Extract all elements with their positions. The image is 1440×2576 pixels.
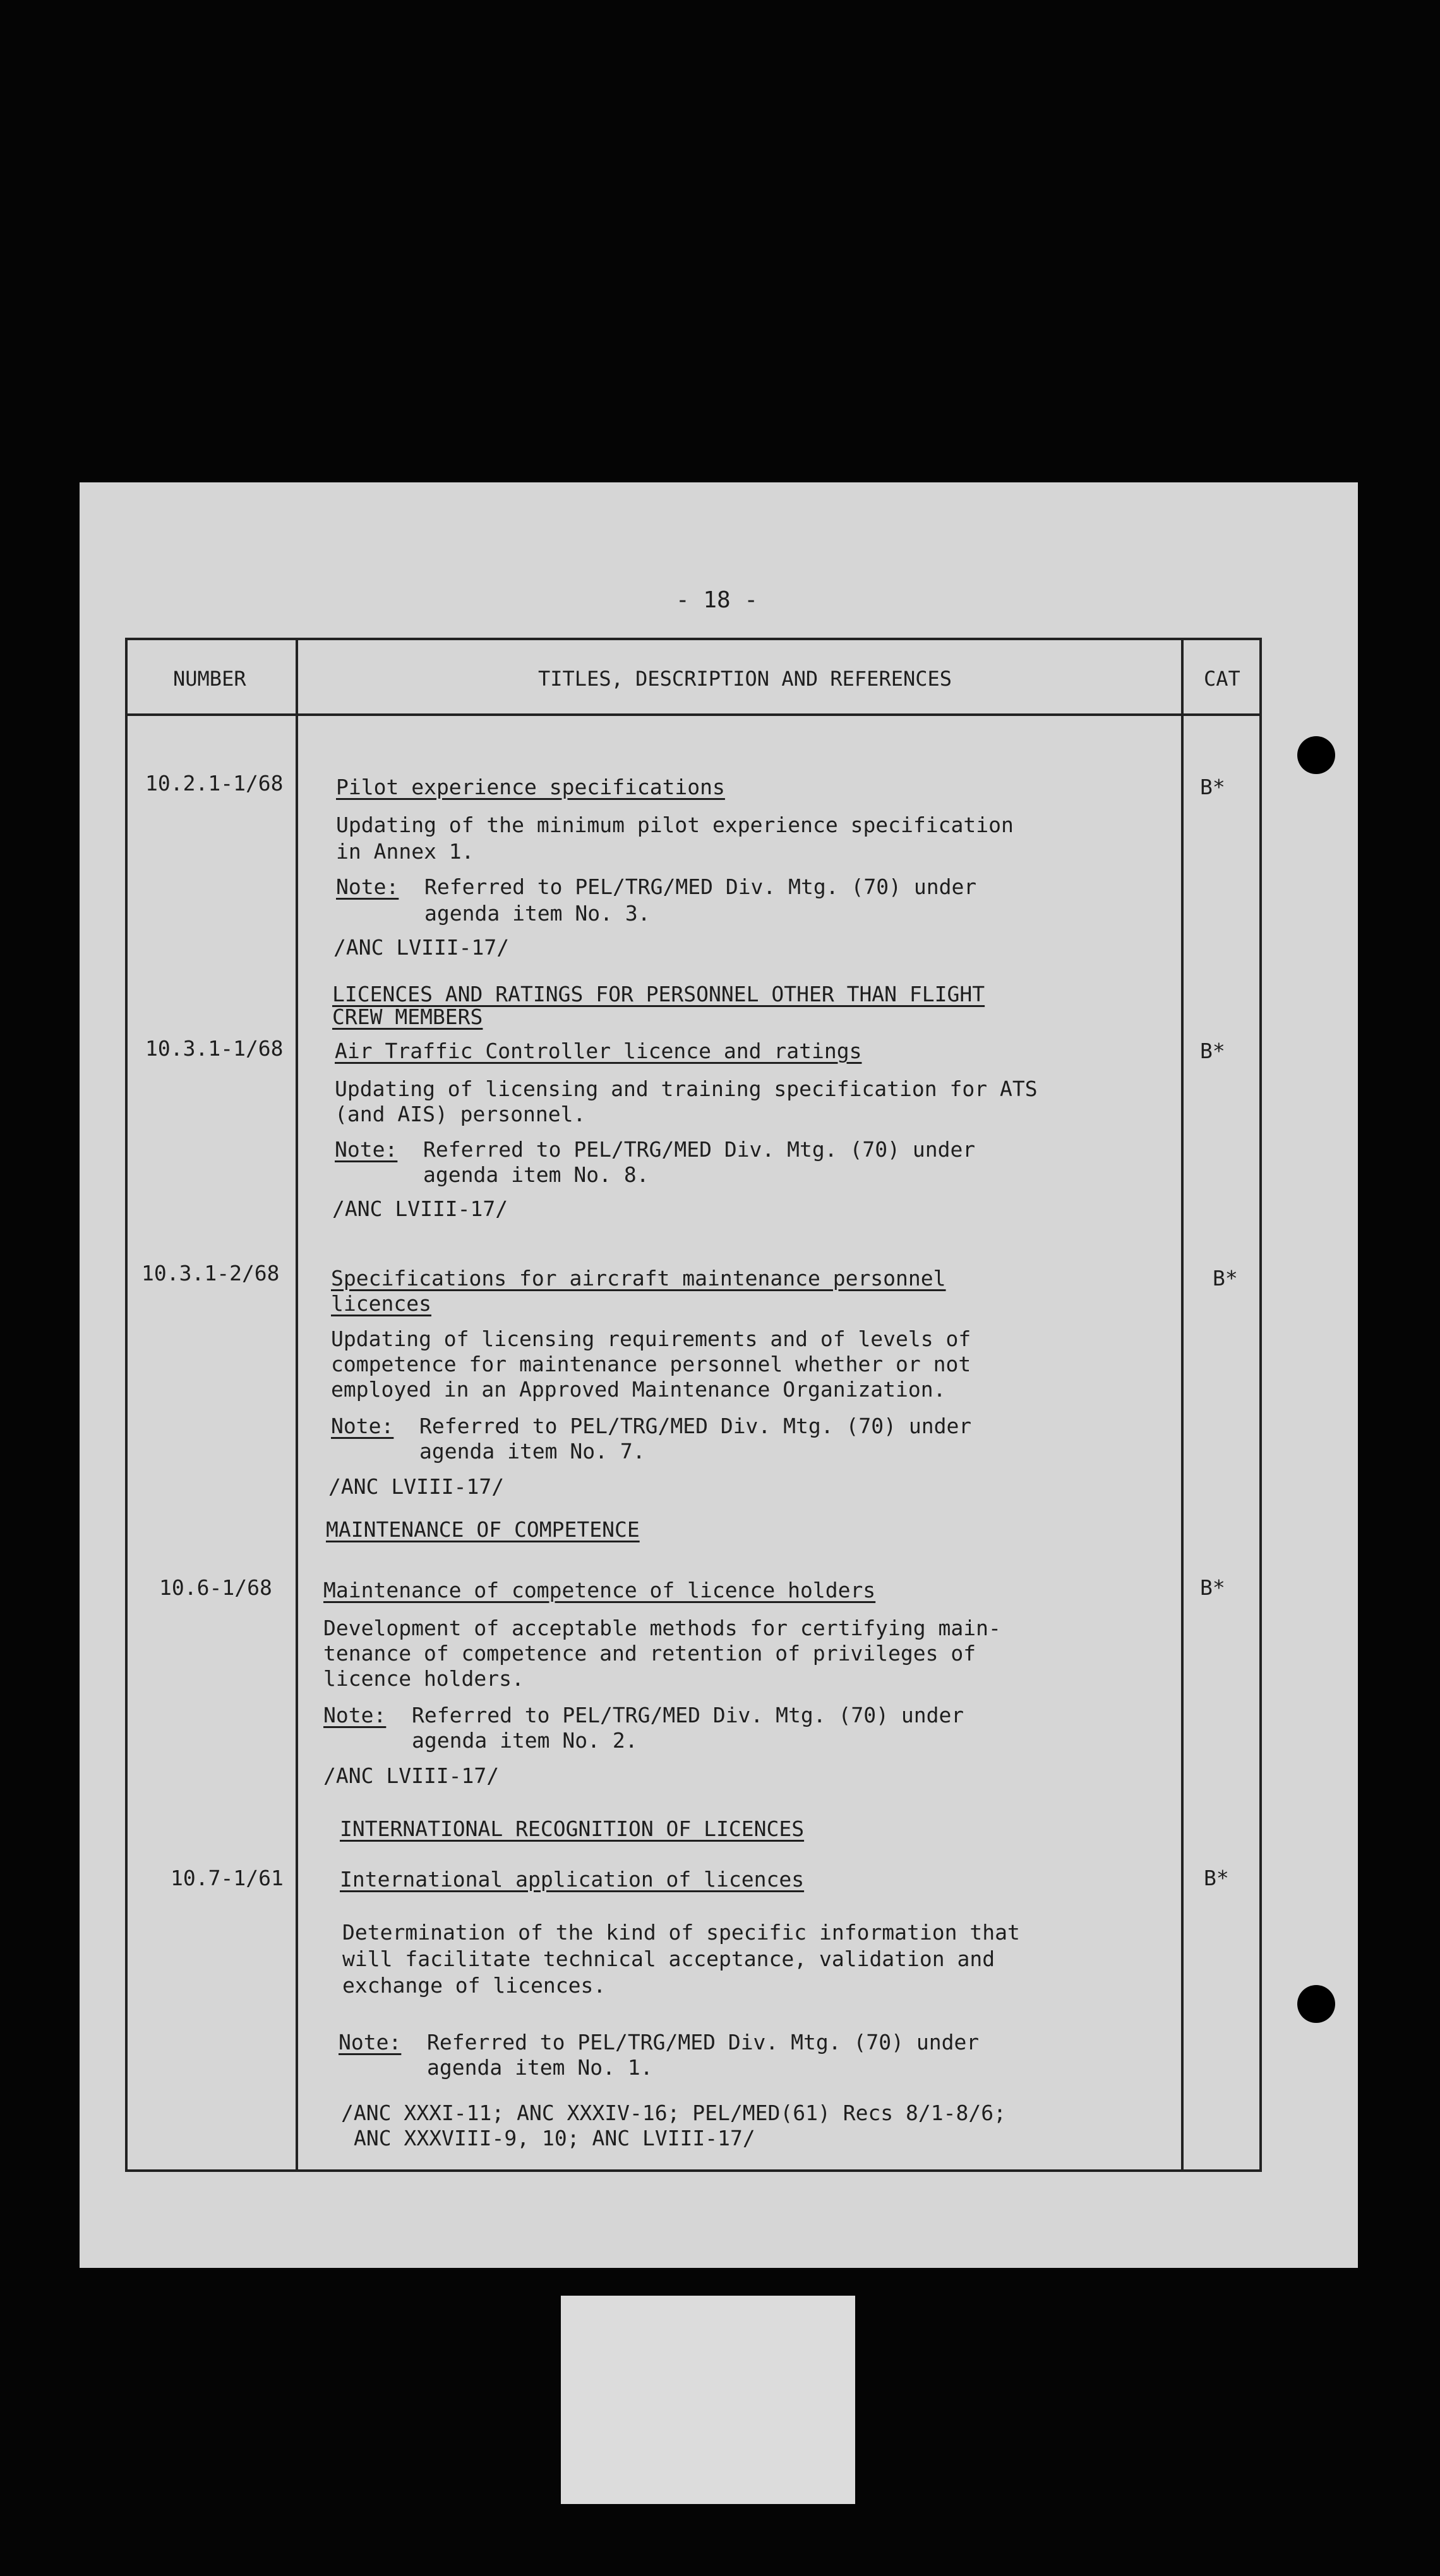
entry-number: 10.3.1-1/68 <box>145 1036 284 1061</box>
entry-title: Air Traffic Controller licence and ratings <box>335 1039 862 1063</box>
entry-description: employed in an Approved Maintenance Organization. <box>331 1377 946 1402</box>
entry-note: agenda item No. 1. <box>427 2055 653 2080</box>
entry-description: will facilitate technical acceptance, validation and <box>342 1947 995 1971</box>
blank-card <box>561 2296 855 2504</box>
entry-title: Pilot experience specifications <box>336 775 725 799</box>
entry-reference: /ANC LVIII-17/ <box>333 935 510 960</box>
entry-description: competence for maintenance personnel whether or not <box>331 1352 971 1376</box>
entry-reference: ANC XXXVIII-9, 10; ANC LVIII-17/ <box>354 2126 755 2150</box>
entry-title: Specifications for aircraft maintenance personnel <box>331 1266 946 1291</box>
entry-note: agenda item No. 7. <box>419 1439 645 1464</box>
note-label: Note: <box>339 2030 402 2054</box>
entry-reference: /ANC LVIII-17/ <box>323 1763 500 1788</box>
entry-description: Development of acceptable methods for certifying main- <box>323 1616 1001 1640</box>
punch-hole <box>1297 1985 1335 2023</box>
section-heading: INTERNATIONAL RECOGNITION OF LICENCES <box>340 1816 805 1841</box>
entry-description: exchange of licences. <box>342 1973 606 1998</box>
page-number: - 18 - <box>676 587 759 613</box>
entry-note: agenda item No. 8. <box>423 1162 649 1187</box>
header-cat: CAT <box>1204 667 1240 691</box>
entry-category: B* <box>1200 1039 1225 1063</box>
punch-hole <box>1297 736 1335 774</box>
entry-reference: /ANC XXXI-11; ANC XXXIV-16; PEL/MED(61) Recs 8/1-8/6; <box>341 2101 1006 2125</box>
entry-note: Referred to PEL/TRG/MED Div. Mtg. (70) under <box>412 1703 964 1727</box>
entry-title: licences <box>331 1291 431 1316</box>
entry-category: B* <box>1200 775 1225 799</box>
entry-description: in Annex 1. <box>336 839 474 864</box>
entry-category: B* <box>1200 1575 1225 1600</box>
section-heading: LICENCES AND RATINGS FOR PERSONNEL OTHER THAN FLIGHT <box>332 982 985 1006</box>
entry-note: Referred to PEL/TRG/MED Div. Mtg. (70) under <box>424 874 977 899</box>
entry-category: B* <box>1204 1866 1229 1890</box>
entry-number: 10.6-1/68 <box>159 1575 272 1600</box>
column-divider <box>296 638 298 2172</box>
entry-note: agenda item No. 2. <box>412 1728 638 1753</box>
entry-category: B* <box>1213 1266 1238 1291</box>
section-heading: CREW MEMBERS <box>332 1005 483 1029</box>
entry-description: licence holders. <box>323 1666 524 1691</box>
entry-number: 10.7-1/61 <box>171 1866 284 1890</box>
note-label: Note: <box>323 1703 387 1727</box>
entry-number: 10.3.1-2/68 <box>141 1261 280 1285</box>
entry-note: Referred to PEL/TRG/MED Div. Mtg. (70) under <box>419 1414 972 1438</box>
entry-title: International application of licences <box>340 1867 805 1892</box>
entry-title: Maintenance of competence of licence holders <box>323 1578 876 1602</box>
entry-reference: /ANC LVIII-17/ <box>328 1474 505 1499</box>
entry-description: Updating of licensing requirements and of levels of <box>331 1327 971 1351</box>
entry-note: Referred to PEL/TRG/MED Div. Mtg. (70) under <box>427 2030 980 2054</box>
entry-description: tenance of competence and retention of privileges of <box>323 1641 976 1666</box>
section-heading: MAINTENANCE OF COMPETENCE <box>326 1517 640 1542</box>
entry-number: 10.2.1-1/68 <box>145 771 284 796</box>
header-divider <box>125 713 1262 716</box>
entry-description: Updating of the minimum pilot experience specification <box>336 813 1014 837</box>
entry-note: Referred to PEL/TRG/MED Div. Mtg. (70) under <box>423 1137 976 1162</box>
entry-reference: /ANC LVIII-17/ <box>332 1196 508 1221</box>
entry-description: Determination of the kind of specific information that <box>342 1920 1020 1945</box>
header-titles: TITLES, DESCRIPTION AND REFERENCES <box>538 667 952 691</box>
note-label: Note: <box>336 874 399 899</box>
column-divider <box>1181 638 1184 2172</box>
entry-note: agenda item No. 3. <box>424 901 651 926</box>
note-label: Note: <box>331 1414 394 1438</box>
entry-description: Updating of licensing and training specification for ATS <box>335 1076 1038 1101</box>
header-number: NUMBER <box>173 667 246 691</box>
note-label: Note: <box>335 1137 398 1162</box>
entry-description: (and AIS) personnel. <box>335 1102 586 1126</box>
